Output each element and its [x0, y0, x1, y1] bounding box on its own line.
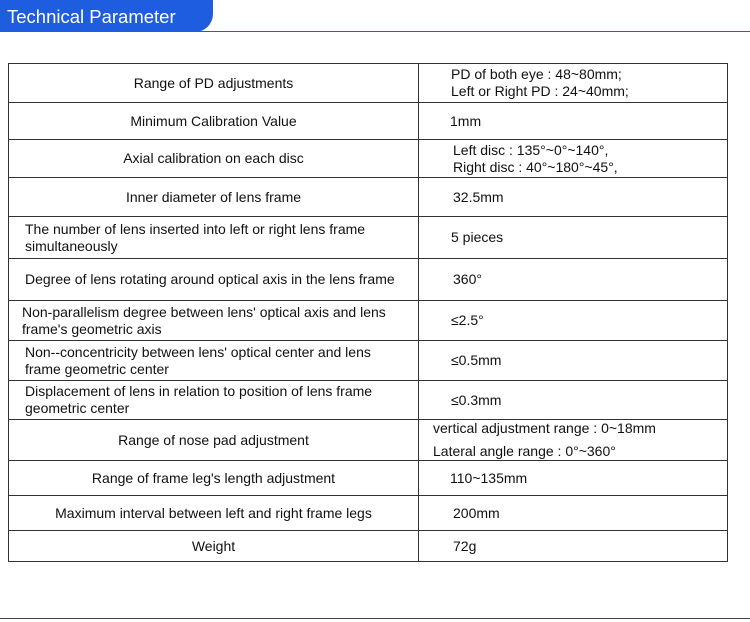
page-title: Technical Parameter	[7, 6, 176, 27]
parameter-value-line: 360°	[453, 271, 482, 287]
parameter-value-line: ≤2.5°	[451, 312, 484, 328]
table-row	[9, 64, 728, 103]
parameter-value-cell	[419, 64, 728, 103]
parameter-value-cell	[419, 461, 728, 496]
parameter-value-line: Right disc : 40°~180°~45°,	[453, 158, 618, 175]
parameter-value-line: 5 pieces	[451, 229, 504, 245]
parameter-value-cell	[419, 259, 728, 301]
parameter-value-line: 200mm	[453, 504, 500, 521]
parameter-label-cell	[9, 301, 419, 341]
parameter-label-cell	[9, 496, 419, 531]
parameter-label: Displacement of lens in relation to position of lens frame geometric center	[25, 383, 373, 416]
parameter-label: Non-parallelism degree between lens' optical axis and lens frame's geometric axis	[22, 303, 386, 337]
parameter-value-line: Left or Right PD : 24~40mm;	[451, 83, 629, 99]
parameter-value-cell	[419, 140, 728, 178]
parameter-value-line: PD of both eye : 48~80mm;	[451, 66, 622, 82]
parameter-value-line: ≤0.5mm	[451, 352, 502, 368]
parameter-value-line: 110~135mm	[450, 469, 528, 486]
footer-divider	[0, 618, 750, 619]
parameter-value-line: ≤0.3mm	[451, 391, 502, 408]
parameter-value-line: Lateral angle range : 0°~360°	[433, 443, 616, 459]
parameter-value-cell	[419, 217, 728, 259]
parameter-label: Range of frame leg's length adjustment	[91, 469, 336, 486]
table-row	[9, 217, 728, 259]
parameter-value-cell	[419, 381, 728, 420]
table-row	[9, 381, 728, 420]
table-row	[9, 341, 728, 381]
parameter-value-line: 32.5mm	[453, 188, 504, 205]
parameter-label-cell	[9, 461, 419, 496]
parameter-label-cell	[9, 381, 419, 420]
parameter-label-cell	[9, 140, 419, 178]
parameter-label-cell	[9, 178, 419, 217]
table-row	[9, 301, 728, 341]
parameter-value-line: 72g	[453, 537, 477, 554]
parameter-label-cell	[9, 341, 419, 381]
parameter-value-cell	[419, 341, 728, 381]
technical-parameter-table	[8, 63, 728, 562]
parameter-value-cell	[419, 420, 728, 461]
parameter-label-cell	[9, 217, 419, 259]
table-row	[9, 259, 728, 301]
parameter-label: Range of nose pad adjustment	[118, 431, 309, 448]
parameter-value-line: Left disc : 135°~0°~140°,	[453, 141, 609, 158]
table-row	[9, 496, 728, 531]
parameter-label-cell	[9, 64, 419, 103]
header-banner	[0, 0, 213, 32]
parameter-label: Minimum Calibration Value	[130, 112, 297, 129]
parameter-value-cell	[419, 531, 728, 562]
parameter-label: Maximum interval between left and right frame legs	[55, 504, 372, 521]
table-row	[9, 178, 728, 217]
table-row	[9, 420, 728, 461]
parameter-label: Degree of lens rotating around optical axis in the lens frame	[25, 271, 395, 287]
parameter-label-cell	[9, 259, 419, 301]
parameter-label: Weight	[191, 537, 236, 554]
table-row	[9, 103, 728, 140]
parameter-value-cell	[419, 178, 728, 217]
parameter-value-cell	[419, 301, 728, 341]
parameter-label: Range of PD adjustments	[133, 74, 294, 91]
parameter-label-cell	[9, 531, 419, 562]
header-divider	[0, 31, 750, 32]
parameter-label: Non--concentricity between lens' optical center and lens frame geometric center	[25, 343, 371, 377]
parameter-value-cell	[419, 103, 728, 140]
table-row	[9, 531, 728, 562]
table-row	[9, 140, 728, 178]
table-row	[9, 461, 728, 496]
parameter-value-line: 1mm	[450, 112, 482, 129]
parameter-label: Inner diameter of lens frame	[125, 188, 302, 205]
parameter-value-line: vertical adjustment range : 0~18mm	[433, 420, 656, 436]
parameter-label-cell	[9, 103, 419, 140]
parameter-label: The number of lens inserted into left or right lens frame simultaneously	[25, 220, 366, 254]
parameter-value-cell	[419, 496, 728, 531]
parameter-label-cell	[9, 420, 419, 461]
parameter-label: Axial calibration on each disc	[123, 150, 304, 166]
